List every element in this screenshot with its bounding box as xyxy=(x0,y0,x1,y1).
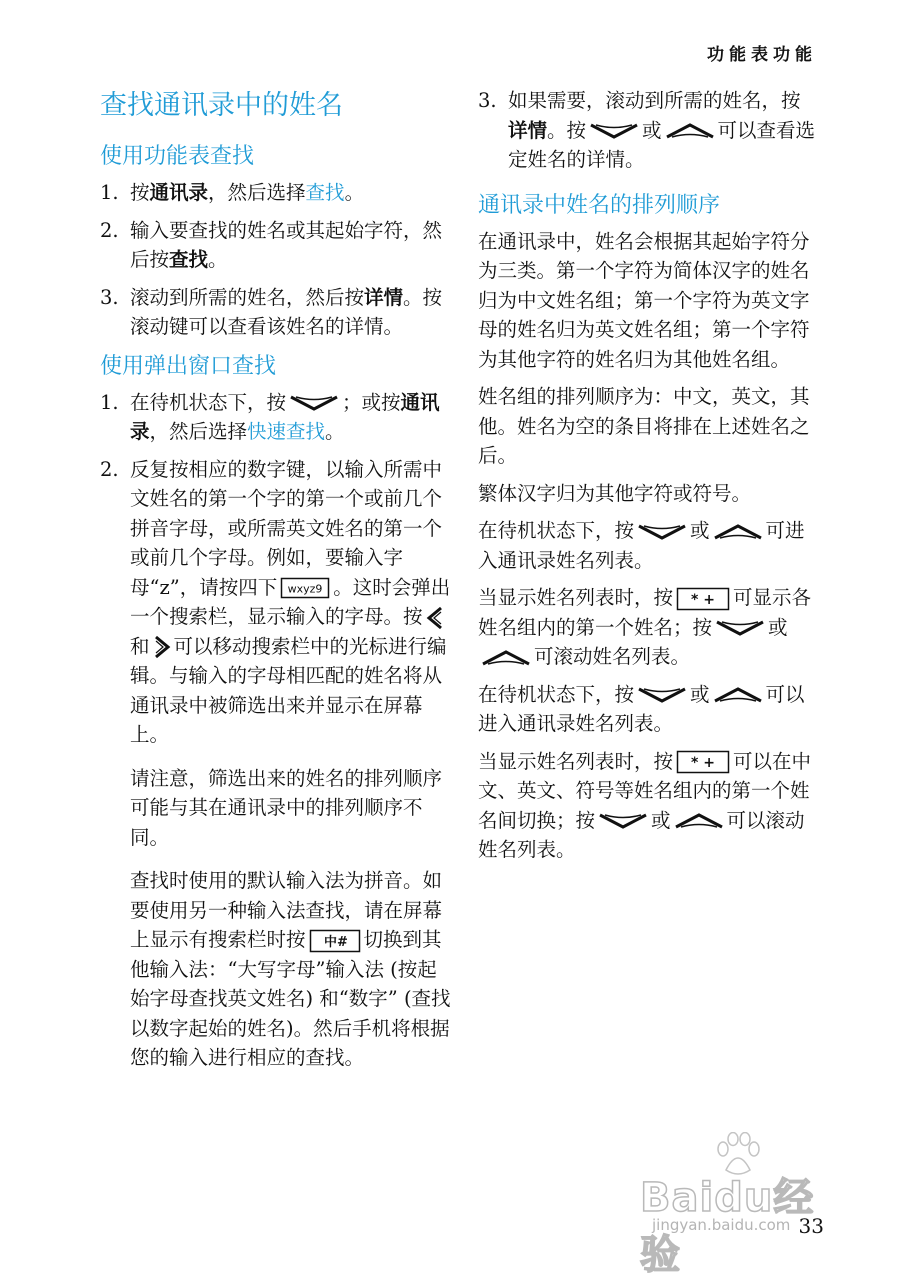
sort-order-paragraph xyxy=(478,680,820,739)
step-paragraph xyxy=(130,866,452,1073)
paragraph-text: 在待机状态下，按 xyxy=(478,519,635,542)
step-number: 2. xyxy=(100,457,119,481)
running-header: 功能表功能 xyxy=(707,45,817,65)
step-text: 切换到其他输入法：“大写字母”输入法 (按起始字母查找英文姓名) 和“数字” (查找以数字起始的姓名)。然后手机将根据您的输入进行相应的查找。 xyxy=(130,928,451,1069)
step-number: 2. xyxy=(100,218,119,242)
menu-option-quick-search: 快速查找 xyxy=(247,420,326,443)
sort-order-paragraph: 在通讯录中，姓名会根据其起始字符分为三类。第一个字符为简体汉字的姓名归为中文姓名组；第一个字符为英文字母的姓名归为英文姓名组；第一个字符为其他字符的姓名归为其他姓名组。 xyxy=(478,229,810,371)
popup-search-steps-continued xyxy=(478,86,820,175)
watermark-du: du xyxy=(714,1175,774,1221)
scroll-down-key-icon xyxy=(289,393,339,413)
step-text: 可以查看选定姓名的详情。 xyxy=(508,118,816,171)
star-key-icon xyxy=(676,587,730,611)
wxyz9-key-label: wxyz9 xyxy=(287,582,323,596)
wxyz9-key-icon xyxy=(280,577,330,599)
scroll-down-key-icon xyxy=(598,811,648,831)
paragraph-text: 可以滚动姓名列表。 xyxy=(478,808,805,861)
step-note: 请注意，筛选出来的姓名的排列顺序可能与其在通讯录中的排列顺序不同。 xyxy=(130,766,443,849)
softkey-term-search: 查找 xyxy=(169,248,209,271)
left-column xyxy=(100,86,452,1087)
step-paragraph xyxy=(130,455,452,750)
scroll-down-key-icon xyxy=(637,522,687,542)
page-title: 查找通讯录中的姓名 xyxy=(100,90,343,121)
watermark-jingyan: 经验 xyxy=(640,1175,815,1278)
paragraph-text: 可以进入通讯录姓名列表。 xyxy=(478,682,805,735)
paragraph-text: 或 xyxy=(651,808,671,832)
section-heading-sort-order: 通讯录中姓名的排列顺序 xyxy=(478,192,721,218)
scroll-up-key-icon xyxy=(665,121,715,141)
step-number: 3. xyxy=(100,285,119,309)
scroll-up-key-icon xyxy=(713,522,763,542)
right-column xyxy=(478,86,820,873)
step-text: ，然后选择 xyxy=(149,420,248,443)
star-key-label: * + xyxy=(691,755,715,771)
watermark-url: jingyan.baidu.com xyxy=(652,1216,791,1234)
scroll-up-key-icon xyxy=(674,811,724,831)
step-text: 查找时使用的默认输入法为拼音。如要使用另一种输入法查找，请在屏幕上显示有搜索栏时按 xyxy=(130,869,443,951)
paragraph-text: 可滚动姓名列表。 xyxy=(534,645,691,668)
paragraph-text: 当显示姓名列表时，按 xyxy=(478,749,674,773)
list-item xyxy=(100,455,452,1073)
menu-option-search: 查找 xyxy=(305,181,345,204)
hash-key-icon xyxy=(309,929,361,953)
step-text: 。按 xyxy=(547,118,587,142)
step-text: 在待机状态下，按 xyxy=(130,390,287,414)
page-number: 33 xyxy=(798,1214,824,1238)
list-item xyxy=(100,216,452,275)
step-text: ；或按 xyxy=(342,390,401,414)
step-text: 。 xyxy=(325,420,345,443)
list-item xyxy=(478,86,820,175)
paragraph-text: 可显示各姓名组内的第一个姓名；按 xyxy=(478,586,812,639)
paragraph-text: 在待机状态下，按 xyxy=(478,682,635,706)
section-heading-menu-search: 使用功能表查找 xyxy=(100,144,255,169)
sort-order-paragraph xyxy=(478,747,820,865)
scroll-up-key-icon xyxy=(481,648,531,668)
step-number: 1. xyxy=(100,390,119,414)
step-text: 或 xyxy=(642,118,662,142)
scroll-down-key-icon xyxy=(637,685,687,705)
scroll-down-key-icon xyxy=(715,618,765,638)
popup-search-steps xyxy=(100,388,452,1073)
step-number: 3. xyxy=(478,89,497,112)
sort-order-paragraph: 繁体汉字归为其他字符或符号。 xyxy=(478,481,752,505)
step-text: 可以移动搜索栏中的光标进行编辑。与输入的字母相匹配的姓名将从通讯录中被筛选出来并显示在屏幕上。 xyxy=(130,634,447,746)
sort-order-paragraph xyxy=(478,516,820,575)
star-key-label: * + xyxy=(691,591,715,608)
sort-order-paragraph: 姓名组的排列顺序为：中文，英文，其他。姓名为空的条目将排在上述姓名之后。 xyxy=(478,385,810,467)
scroll-up-key-icon xyxy=(713,685,763,705)
scroll-down-key-icon xyxy=(589,121,639,141)
paragraph-text: 可进入通讯录姓名列表。 xyxy=(478,519,805,572)
step-text: 。 xyxy=(344,181,365,204)
left-arrow-key-icon xyxy=(426,606,444,630)
step-text: 如果需要，滚动到所需的姓名，按 xyxy=(508,89,801,112)
paragraph-text: 或 xyxy=(690,682,710,706)
paragraph-text: 当显示姓名列表时，按 xyxy=(478,586,674,609)
section-heading-popup-search: 使用弹出窗口查找 xyxy=(100,353,277,379)
softkey-term-details: 详情 xyxy=(508,118,548,142)
step-text: 输入要查找的姓名或其起始字符，然后按 xyxy=(130,218,443,271)
step-text: 反复按相应的数字键，以输入所需中文姓名的第一个字的第一个或前几个拼音字母，或所需英文姓名的第一个或前几个字母。例如，要输入字母“z”，请按四下 xyxy=(130,457,443,599)
star-key-icon xyxy=(676,750,730,774)
step-text: ，然后选择 xyxy=(208,181,306,204)
step-text: 。按滚动键可以查看该姓名的详情。 xyxy=(130,285,443,338)
list-item xyxy=(100,178,452,208)
right-arrow-key-icon xyxy=(153,635,171,659)
softkey-term-details: 详情 xyxy=(364,285,404,309)
watermark-bai: Bai xyxy=(640,1175,715,1221)
menu-search-steps xyxy=(100,178,452,342)
step-text: 和 xyxy=(130,634,150,658)
list-item xyxy=(100,388,452,447)
menu-term-contacts: 通讯录 xyxy=(149,181,209,204)
menu-term-contacts: 通讯录 xyxy=(130,390,440,443)
hash-key-label: 中# xyxy=(323,934,348,950)
paragraph-text: 或 xyxy=(768,615,788,639)
list-item xyxy=(100,283,452,342)
sort-order-paragraph xyxy=(478,583,820,672)
paragraph-text: 或 xyxy=(690,519,710,542)
step-text: 。这时会弹出一个搜索栏，显示输入的字母。按 xyxy=(130,575,451,628)
step-text: 按 xyxy=(130,181,150,204)
step-text: 滚动到所需的姓名，然后按 xyxy=(130,285,365,309)
paragraph-text: 可以在中文、英文、符号等姓名组内的第一个姓名间切换；按 xyxy=(478,749,812,832)
step-text: 。 xyxy=(208,248,228,271)
step-number: 1. xyxy=(100,181,119,204)
